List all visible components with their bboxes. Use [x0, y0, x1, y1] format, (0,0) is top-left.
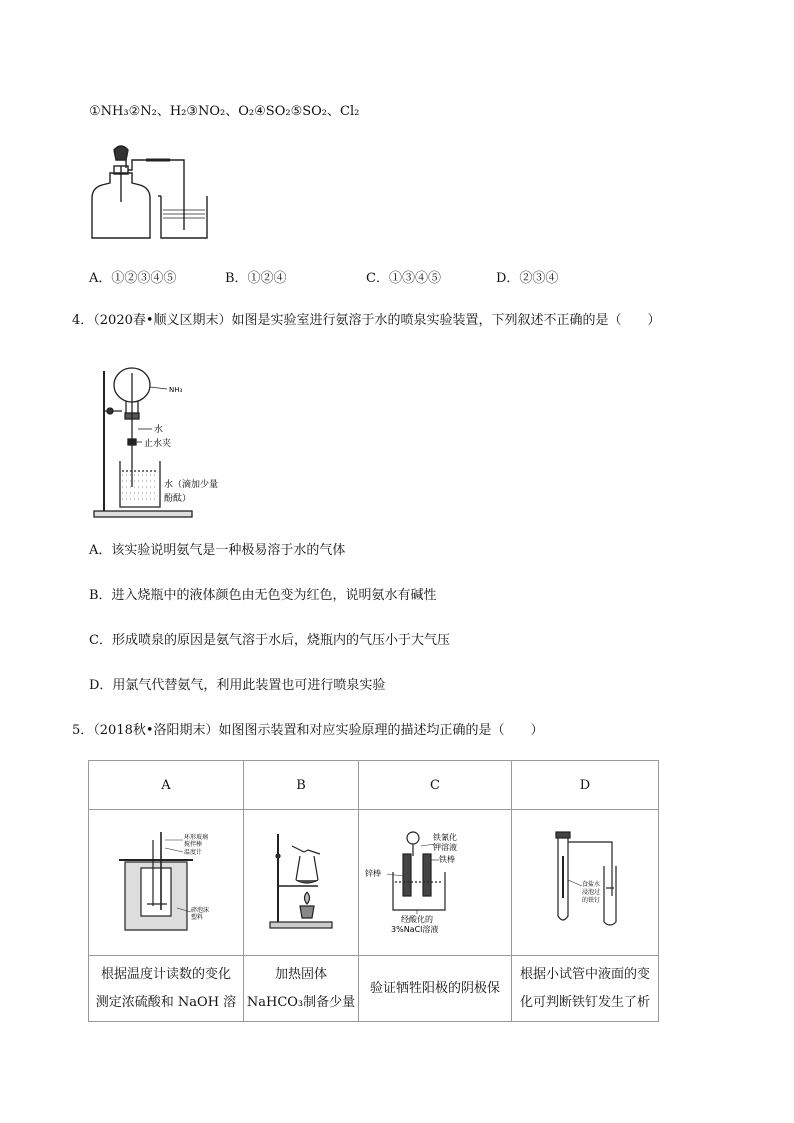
q5-figure-a-cell — [89, 810, 244, 956]
q5-c-label-1: 铁氰化 — [433, 832, 457, 842]
q5-desc-d-line-1: 根据小试管中液面的变 — [519, 966, 650, 982]
q3-option-d[interactable]: D．②③④ — [496, 271, 559, 286]
q5-d-label-1: 食盐水 — [582, 880, 601, 888]
q5-c-label-3: 铁棒 — [439, 854, 455, 864]
q5-a-label-2: 搅拌棒 — [184, 840, 203, 848]
q3-option-c[interactable]: C．①③④⑤ — [366, 271, 441, 286]
q5-desc-a-line-2: 测定浓硫酸和 NaOH 溶 — [95, 994, 237, 1010]
q5-c-label-2: 钾溶液 — [433, 842, 457, 852]
q5-galvanic-cell-figure — [365, 826, 505, 936]
q5-header-d[interactable]: D — [512, 761, 659, 810]
q5-stem: 5．（2018秋•洛阳期末）如图图示装置和对应实验原理的描述均正确的是（ ） — [72, 723, 544, 738]
q5-desc-c-line-1: 验证牺牲阳极的阴极保 — [369, 980, 500, 996]
q4-option-c[interactable]: C．形成喷泉的原因是氨气溶于水后，烧瓶内的气压小于大气压 — [89, 633, 450, 648]
q5-figure-d-cell — [512, 810, 659, 956]
q5-d-label-2: 浸泡过 — [582, 888, 601, 896]
q5-desc-a-line-1: 根据温度计读数的变化 — [100, 966, 231, 982]
q5-desc-b-line-1: 加热固体 — [274, 966, 327, 982]
q4-fountain-apparatus-figure — [92, 367, 222, 519]
q5-figure-b-cell — [244, 810, 359, 956]
q5-heating-figure — [256, 826, 346, 936]
q5-desc-b-line-2: NaHCO₃制备少量 — [246, 994, 356, 1010]
q5-d-label-3: 的铁钉 — [582, 896, 601, 904]
q4-label-water: 水 — [154, 425, 164, 435]
q4-option-a[interactable]: A．该实验说明氨气是一种极易溶于水的气体 — [89, 543, 346, 558]
q5-desc-c — [359, 956, 512, 1022]
q5-options-table — [88, 760, 659, 1022]
q5-a-label-3: 温度计 — [184, 848, 203, 856]
q5-desc-d-line-2: 化可判断铁钉发生了析 — [519, 994, 650, 1010]
q5-desc-b — [244, 956, 359, 1022]
q3-option-b[interactable]: B．①②④ — [225, 271, 287, 286]
q4-option-d[interactable]: D．用氯气代替氨气，利用此装置也可进行喷泉实验 — [89, 678, 386, 693]
q4-label-beaker-1: 水（滴加少量 — [164, 480, 219, 490]
q5-figure-c-cell — [359, 810, 512, 956]
q5-c-label-5: 经酸化的 — [401, 914, 433, 924]
q3-apparatus-figure — [88, 138, 218, 243]
q5-header-b[interactable]: B — [244, 761, 359, 810]
q5-a-label-1: 环形玻璃 — [184, 833, 209, 841]
q4-option-b[interactable]: B．进入烧瓶中的液体颜色由无色变为红色，说明氨水有碱性 — [89, 588, 437, 603]
q4-label-clamp: 止水夹 — [144, 439, 172, 449]
q5-a-label-5: 塑料 — [191, 913, 204, 921]
q5-c-label-6: 3%NaCl溶液 — [391, 924, 439, 934]
q5-header-c[interactable]: C — [359, 761, 512, 810]
q4-label-beaker-2: 酚酞） — [164, 494, 192, 504]
q5-desc-a — [89, 956, 244, 1022]
q5-header-a[interactable]: A — [89, 761, 244, 810]
q4-label-gas: NH₃ — [169, 386, 183, 394]
q3-option-a[interactable]: A．①②③④⑤ — [89, 271, 177, 286]
q3-gas-list: ①NH₃②N₂、H₂③NO₂、O₂④SO₂⑤SO₂、Cl₂ — [89, 104, 360, 119]
q4-stem: 4．（2020春•顺义区期末）如图是实验室进行氨溶于水的喷泉实验装置，下列叙述不正确的是（ ） — [72, 313, 661, 328]
q5-c-label-4: 锌棒 — [365, 868, 381, 878]
q5-a-label-4: 碎泡沫 — [191, 906, 210, 914]
q5-calorimeter-figure — [111, 826, 221, 936]
q5-corrosion-figure — [520, 826, 650, 936]
q5-desc-d — [512, 956, 659, 1022]
